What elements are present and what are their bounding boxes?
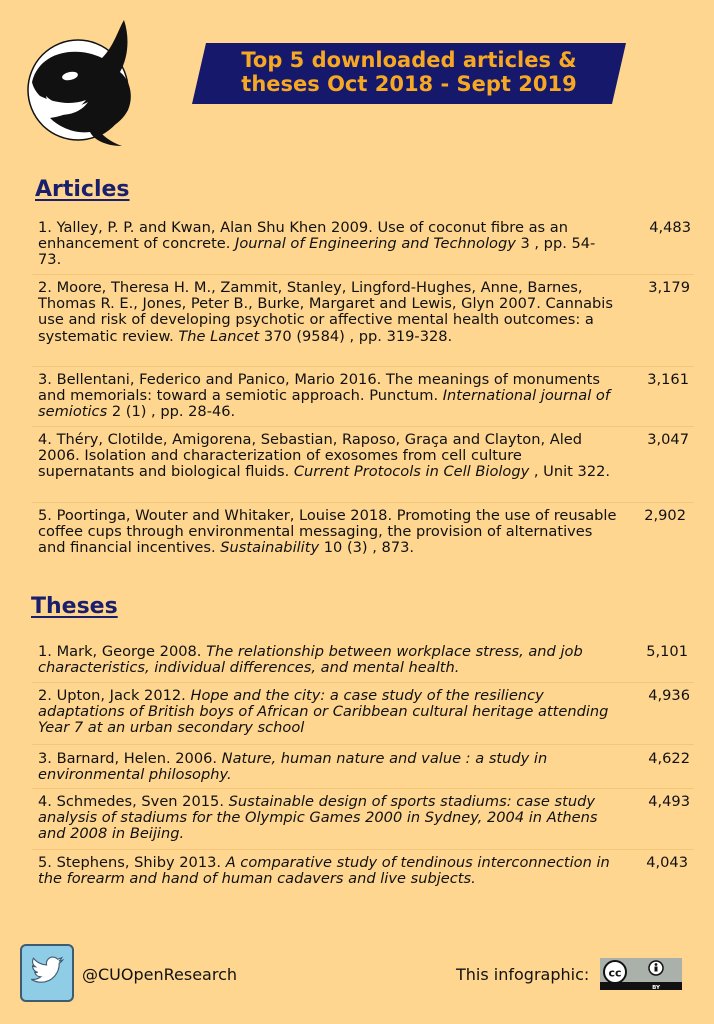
divider <box>32 788 694 789</box>
cc-by-icon[interactable] <box>600 958 682 990</box>
divider <box>32 366 694 367</box>
thesis-entry-4: 4. Schmedes, Sven 2015. Sustainable design of sports stadiums: case study analysis of stadiums for the Olympic Games 2000 in Sydney, 2004 in Athens and 2008 in Beijing. <box>38 793 598 843</box>
divider <box>32 682 694 683</box>
thesis-entry-3: 3. Barnard, Helen. 2006. Nature, human nature and value : a study in environmental philosophy. <box>38 750 548 784</box>
cc-badge-text: cc <box>608 966 622 980</box>
thesis-entry-1: 1. Mark, George 2008. The relationship between workplace stress, and job characteristics, individual differences, and mental health. <box>38 643 583 677</box>
thesis-download-count-3: 4,622 <box>648 750 690 767</box>
thesis-entry-5: 5. Stephens, Shiby 2013. A comparative study of tendinous interconnection in the forearm and hand of human cadavers and live subjects. <box>38 854 610 888</box>
divider <box>32 744 694 745</box>
article-download-count-1: 4,483 <box>649 219 691 236</box>
thesis-download-count-5: 4,043 <box>646 854 688 871</box>
page-title <box>192 48 626 96</box>
orca-logo-icon <box>26 16 138 146</box>
article-entry-3: 3. Bellentani, Federico and Panico, Mario 2016. The meanings of monuments and memorials: toward a semiotic approach. Punctum. International journal of semiotics 2 (1) , pp. 28-46. <box>38 371 610 421</box>
thesis-download-count-4: 4,493 <box>648 793 690 810</box>
divider <box>32 274 694 275</box>
divider <box>32 502 694 503</box>
article-entry-1: 1. Yalley, P. P. and Kwan, Alan Shu Khen 2009. Use of coconut fibre as an enhancement of concrete. Journal of Engineering and Technology 3 , pp. 54-73. <box>38 219 596 269</box>
article-download-count-2: 3,179 <box>648 279 690 296</box>
article-download-count-5: 2,902 <box>644 507 686 524</box>
twitter-bird-icon[interactable] <box>20 944 74 1002</box>
infographic-license-label: This infographic: <box>456 965 590 984</box>
article-download-count-4: 3,047 <box>647 431 689 448</box>
theses-heading: Theses <box>31 594 118 619</box>
divider <box>32 426 694 427</box>
title-line-2: theses Oct 2018 - Sept 2019 <box>241 72 577 96</box>
article-entry-2: 2. Moore, Theresa H. M., Zammit, Stanley, Lingford-Hughes, Anne, Barnes, Thomas R. E., Jones, Peter B., Burke, Margaret and Lewis, Glyn 2007. Cannabis use and risk of developing psychotic or affective mental health outcomes: a systematic review. The Lancet 370 (9584) , pp. 319-328. <box>38 279 613 345</box>
twitter-handle-link[interactable]: @CUOpenResearch <box>82 965 238 984</box>
article-entry-4: 4. Théry, Clotilde, Amigorena, Sebastian, Raposo, Graça and Clayton, Aled 2006. Isolation and characterization of exosomes from cell culture supernatants and biological fluids. Current Protocols in Cell Biology , Unit 322. <box>38 431 611 481</box>
title-banner <box>192 43 626 104</box>
article-download-count-3: 3,161 <box>647 371 689 388</box>
title-line-1: Top 5 downloaded articles & <box>241 48 577 72</box>
divider <box>32 849 694 850</box>
thesis-entry-2: 2. Upton, Jack 2012. Hope and the city: a case study of the resiliency adaptations of British boys of African or Caribbean cultural heritage attending Year 7 at an urban secondary school <box>38 687 609 737</box>
by-badge-text: BY <box>652 985 660 990</box>
thesis-download-count-2: 4,936 <box>648 687 690 704</box>
thesis-download-count-1: 5,101 <box>646 643 688 660</box>
article-entry-5: 5. Poortinga, Wouter and Whitaker, Louise 2018. Promoting the use of reusable coffee cups through environmental messaging, the provision of alternatives and financial incentives. Sustainability 10 (3) , 873. <box>38 507 617 557</box>
articles-heading: Articles <box>35 177 130 202</box>
